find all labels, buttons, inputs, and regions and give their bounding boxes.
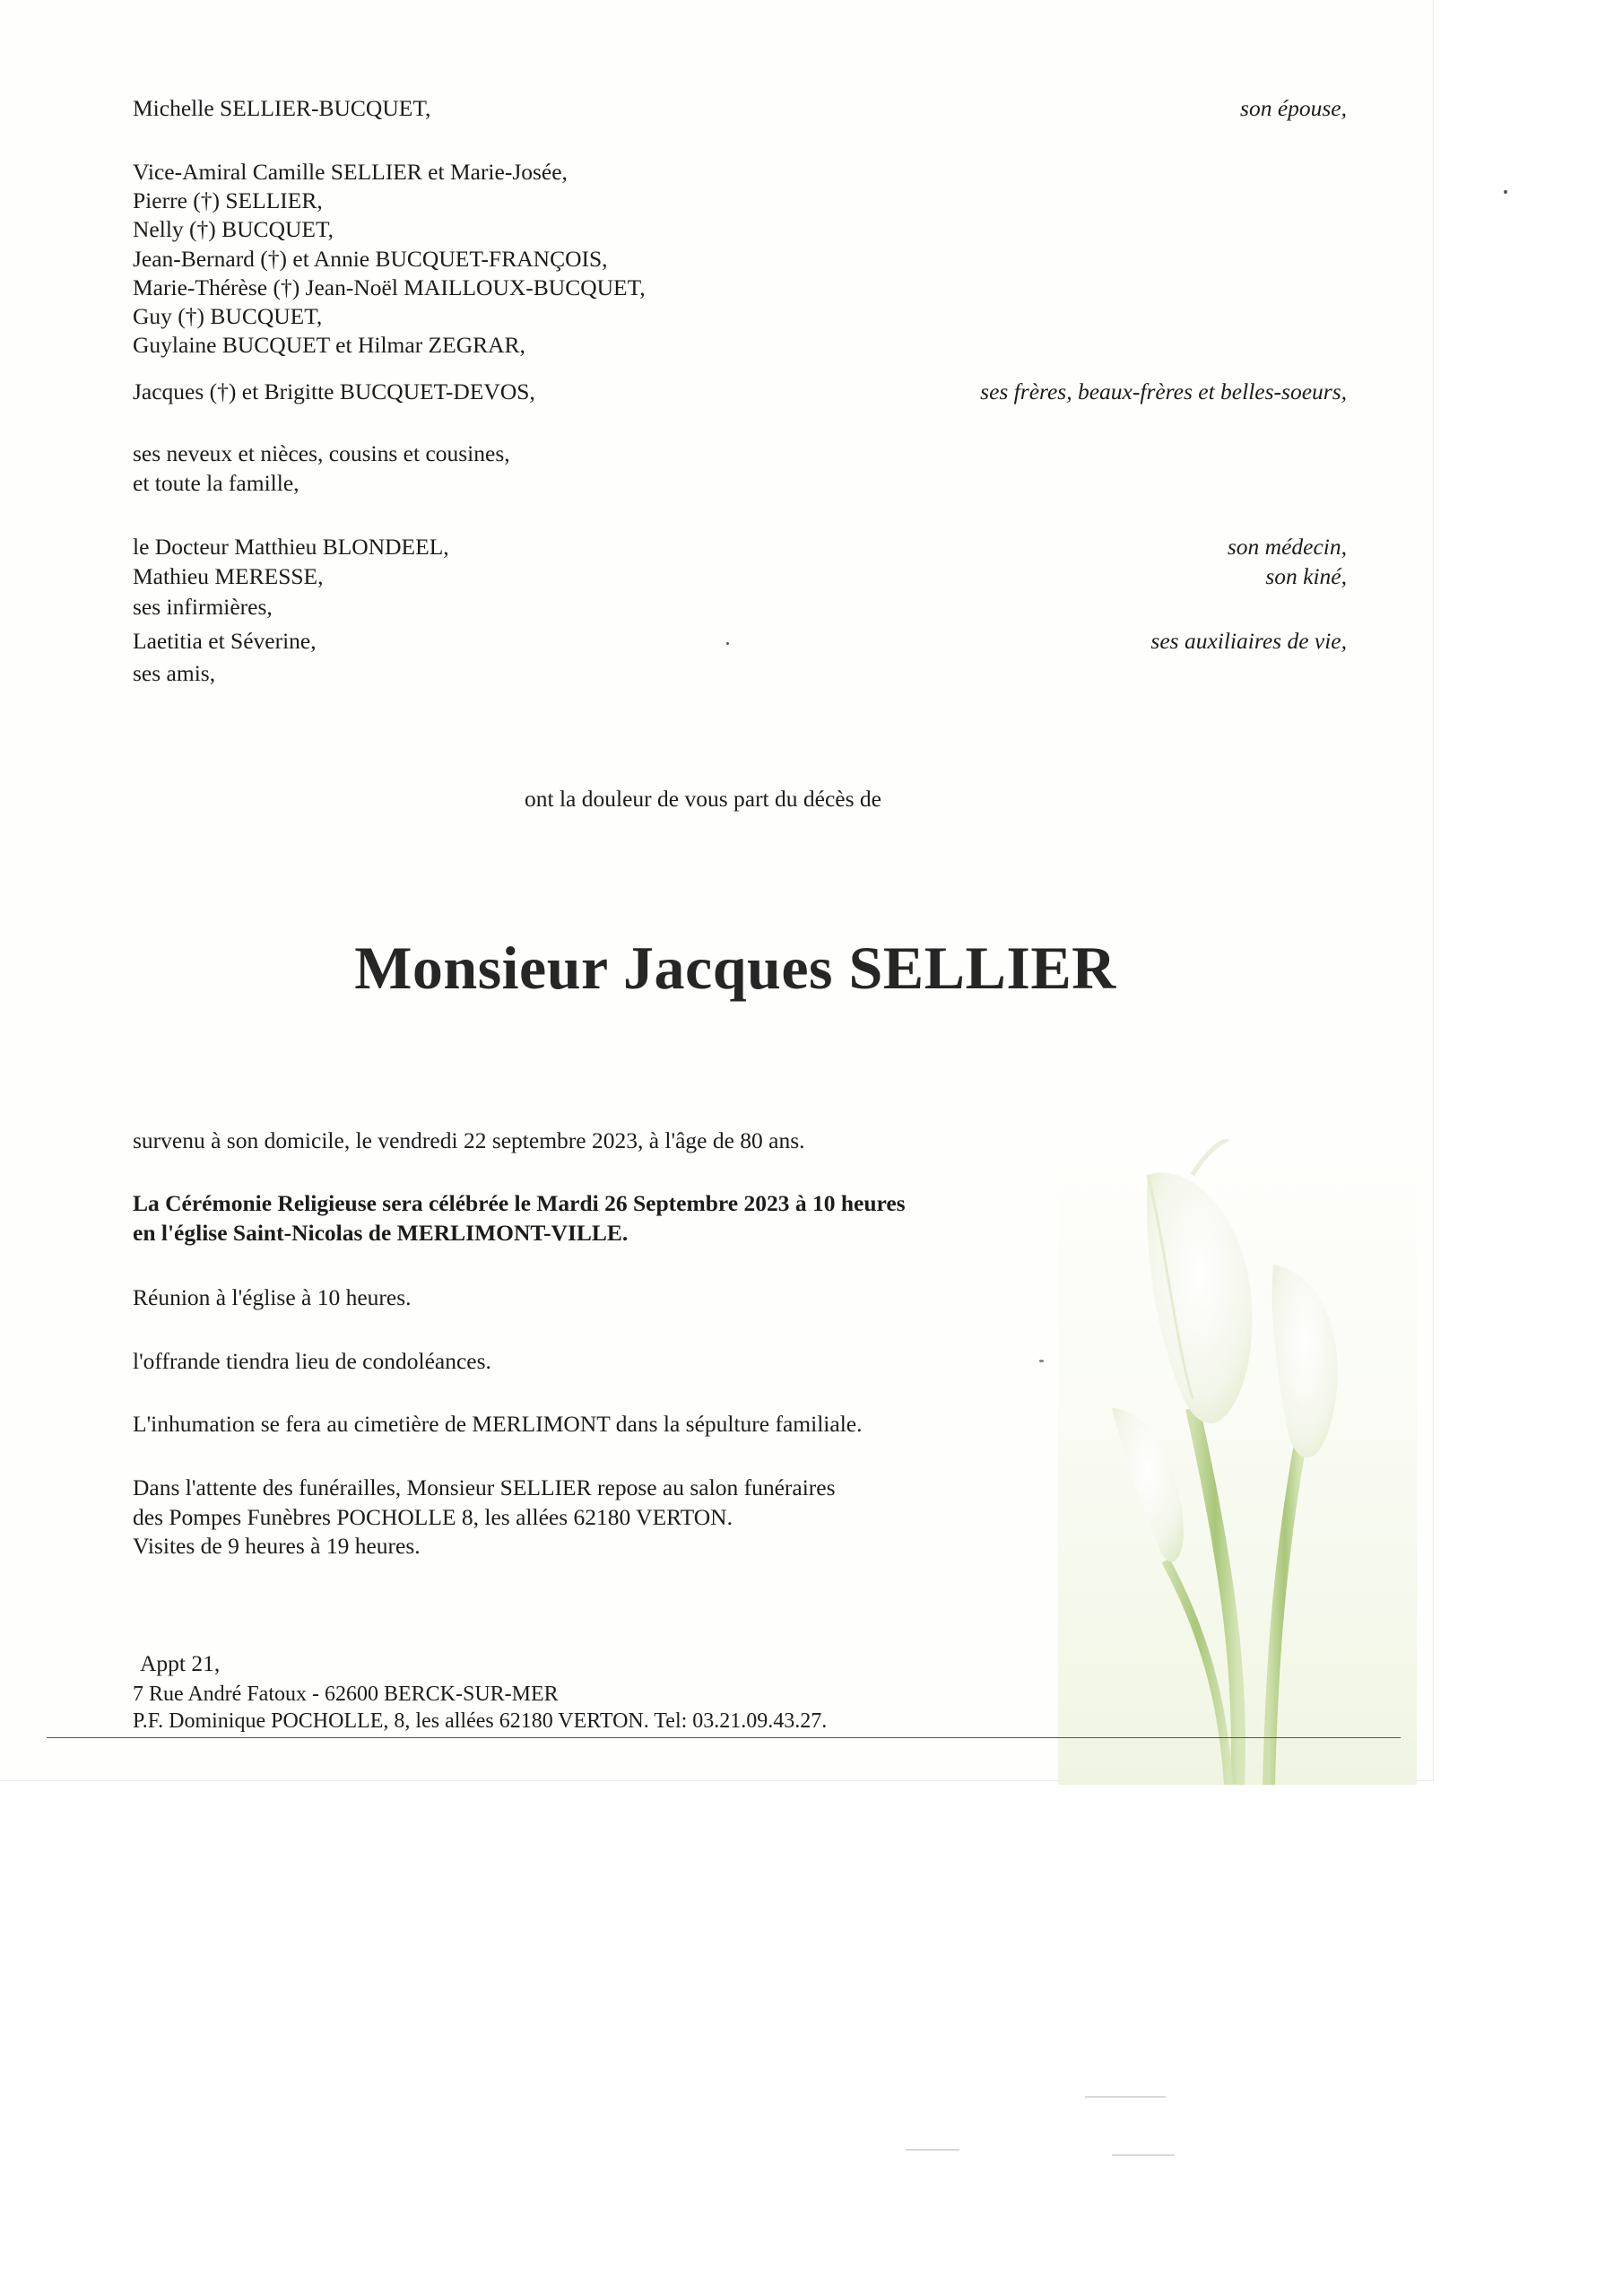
sibling-line: Marie-Thérèse (†) Jean-Noël MAILLOUX-BUCQUET,	[133, 274, 646, 300]
meeting-note: Réunion à l'église à 10 heures.	[133, 1284, 412, 1310]
ceremony-line: en l'église Saint-Nicolas de MERLIMONT-VILLE.	[133, 1220, 629, 1246]
announcement-text: ont la douleur de vous part du décès de	[525, 786, 881, 812]
deceased-name: Monsieur Jacques SELLIER	[354, 934, 1116, 1002]
carer-name: Mathieu MERESSE,	[133, 563, 324, 589]
offering-note: l'offrande tiendra lieu de condoléances.	[133, 1348, 491, 1374]
extended-family-line: ses neveux et nièces, cousins et cousines,	[133, 440, 510, 466]
extended-family-line: et toute la famille,	[133, 470, 299, 496]
scan-speck	[1039, 1360, 1044, 1362]
sibling-line: Vice-Amiral Camille SELLIER et Marie-Josée,	[133, 159, 568, 185]
spouse-relation: son épouse,	[1240, 95, 1347, 121]
address-line: Appt 21,	[140, 1650, 221, 1676]
death-notice: survenu à son domicile, le vendredi 22 septembre 2023, à l'âge de 80 ans.	[133, 1127, 805, 1153]
ceremony-line: La Cérémonie Religieuse sera célébrée le Mardi 26 Septembre 2023 à 10 heures	[133, 1190, 906, 1216]
spouse-name: Michelle SELLIER-BUCQUET,	[133, 95, 431, 121]
carer-relation: son médecin,	[1227, 534, 1347, 560]
funeral-home-contact: P.F. Dominique POCHOLLE, 8, les allées 62180 VERTON. Tel: 03.21.09.43.27.	[133, 1709, 828, 1733]
carer-relation: son kiné,	[1265, 563, 1347, 589]
carer-name: ses amis,	[133, 660, 216, 686]
viewing-line: Dans l'attente des funérailles, Monsieur SELLIER repose au salon funéraires	[133, 1474, 836, 1500]
viewing-line: des Pompes Funèbres POCHOLLE 8, les allées 62180 VERTON.	[133, 1504, 733, 1530]
siblings-relation: ses frères, beaux-frères et belles-soeurs,	[980, 378, 1347, 404]
viewing-line: Visites de 9 heures à 19 heures.	[133, 1533, 421, 1559]
sibling-line: Nelly (†) BUCQUET,	[133, 216, 334, 242]
scan-speck	[726, 642, 729, 645]
scan-smudge	[1112, 2154, 1175, 2156]
sibling-line: Guy (†) BUCQUET,	[133, 303, 323, 329]
scan-smudge	[906, 2149, 959, 2151]
scan-smudge	[1085, 2096, 1166, 2098]
address-line: 7 Rue André Fatoux - 62600 BERCK-SUR-MER	[133, 1683, 559, 1706]
calla-lily-illustration	[1058, 1139, 1417, 1785]
sibling-line: Jacques (†) et Brigitte BUCQUET-DEVOS,	[133, 378, 535, 404]
carer-name: le Docteur Matthieu BLONDEEL,	[133, 534, 449, 560]
sibling-line: Jean-Bernard (†) et Annie BUCQUET-FRANÇOIS,	[133, 246, 608, 272]
carer-name: Laetitia et Séverine,	[133, 628, 317, 654]
carer-name: ses infirmières,	[133, 594, 273, 620]
carer-relation: ses auxiliaires de vie,	[1150, 628, 1347, 654]
scan-speck	[1504, 190, 1507, 194]
sibling-line: Guylaine BUCQUET et Hilmar ZEGRAR,	[133, 332, 525, 358]
burial-note: L'inhumation se fera au cimetière de MERLIMONT dans la sépulture familiale.	[133, 1411, 863, 1437]
sibling-line: Pierre (†) SELLIER,	[133, 187, 323, 213]
footer-divider	[47, 1737, 1401, 1738]
